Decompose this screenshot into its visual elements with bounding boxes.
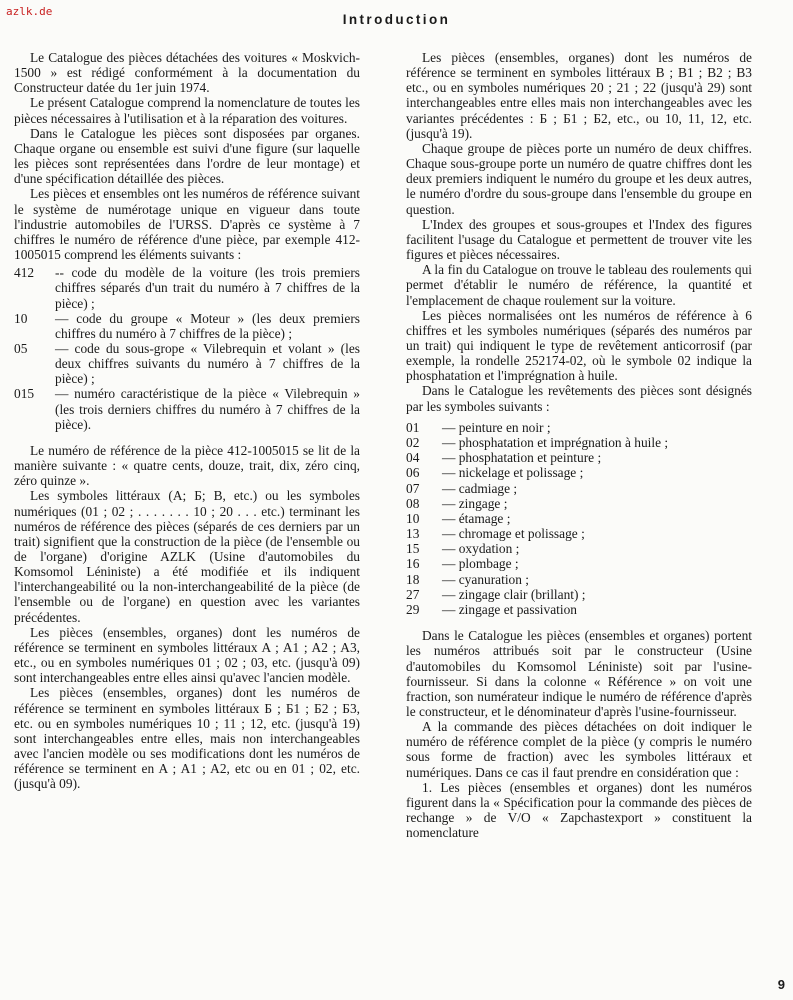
standard-parts-paragraph: Les pièces normalisées ont les numéros de référence à 6 chiffres et les symboles numériques (séparés des numéros par un trait) qui indiquent le type de revêtement anticorrosif (par exemple, la rondelle 252174-02, où le symbole 02 indique la phosphatation et l'imprégnation à huile. xyxy=(406,307,752,384)
symbol-code: 07 xyxy=(406,480,420,496)
symbol-row xyxy=(406,420,752,435)
symbol-row xyxy=(406,572,752,587)
definition-row xyxy=(14,265,360,310)
definition-code: 05 xyxy=(14,340,28,356)
intro-paragraph-1: Le Catalogue des pièces détachées des voitures « Moskvich-1500 » est rédigé conformément à la documentation du Constructeur datée du 1er juin 1974. xyxy=(14,50,360,96)
symbol-row xyxy=(406,556,752,571)
left-column xyxy=(14,50,360,792)
definition-row xyxy=(14,386,360,431)
symbol-row xyxy=(406,602,752,617)
symbol-text: — plombage ; xyxy=(442,556,519,572)
definition-text: — numéro caractéristique de la pièce « Vilebrequin » (les trois derniers chiffres du numéro à 7 chiffres de la pièce). xyxy=(55,386,360,432)
page-title: Introduction xyxy=(342,12,451,27)
symbol-row xyxy=(406,587,752,602)
reading-paragraph: Le numéro de référence de la pièce 412-1005015 se lit de la manière suivante : « quatre cents, douze, trait, dix, zéro cinq, zéro quinze ». xyxy=(14,442,360,489)
intro-paragraph-3: Dans le Catalogue les pièces sont disposées par organes. Chaque organe ou ensemble est suivi d'une figure (sur laquelle les pièces sont représentées dans l'ordre de leur montage) et d'une spécification détaillée des pièces. xyxy=(14,125,360,187)
definition-code: 10 xyxy=(14,310,28,326)
symbol-code: 15 xyxy=(406,541,420,557)
symbol-code: 10 xyxy=(406,510,420,526)
symbol-row xyxy=(406,435,752,450)
right-column xyxy=(406,50,752,840)
symbol-text: — phosphatation et imprégnation à huile ; xyxy=(442,434,669,450)
symbol-code: 06 xyxy=(406,465,420,481)
groups-paragraph: Chaque groupe de pièces porte un numéro de deux chiffres. Chaque sous-groupe porte un numéro de quatre chiffres dont les deux premiers indiquent le numéro du groupe et les deux autres, le numéro d'ordre du sous-groupe dans l'ensemble du groupe en question. xyxy=(406,140,752,217)
symbol-code: 29 xyxy=(406,602,420,617)
symbol-text: — zingage et passivation xyxy=(442,602,577,617)
definition-row xyxy=(14,311,360,341)
symbol-text: — oxydation ; xyxy=(442,541,520,557)
page-number: 9 xyxy=(777,977,785,992)
symbol-row xyxy=(406,526,752,541)
symbol-text: — nickelage et polissage ; xyxy=(442,465,584,481)
symbol-code: 16 xyxy=(406,556,420,572)
symbol-text: — peinture en noir ; xyxy=(442,419,551,435)
interchangeable-a-paragraph: Les pièces (ensembles, organes) dont les numéros de référence se terminent en symboles littéraux A ; A1 ; A2 ; A3, etc., ou en symboles numériques 01 ; 02 ; 03, etc. (jusqu'à 09) sont interchangeables entre elles ainsi qu'avec l'ancien modèle. xyxy=(14,624,360,686)
intro-paragraph-2: Le présent Catalogue comprend la nomenclature de toutes les pièces nécessaires à l'utilisation et à la réparation des voitures. xyxy=(14,95,360,126)
index-paragraph: L'Index des groupes et sous-groupes et l'Index des figures facilitent l'usage du Catalogue et permettent de trouver vite les figures et pièces nécessaires. xyxy=(406,216,752,263)
coating-symbols-list xyxy=(406,420,752,617)
coatings-intro-paragraph: Dans le Catalogue les revêtements des pièces sont désignés par les symboles suivants : xyxy=(406,383,752,414)
symbol-text: — zingage clair (brillant) ; xyxy=(442,586,586,602)
symbol-text: — zingage ; xyxy=(442,495,508,511)
specification-paragraph: 1. Les pièces (ensembles et organes) dont les numéros figurent dans la « Spécification pour la commande des pièces de rechange » de V/O « Zapchastexport » constituent la nomenclature xyxy=(406,779,752,841)
symbol-text: — cadmiage ; xyxy=(442,480,518,496)
symbol-code: 27 xyxy=(406,586,420,602)
symbol-code: 02 xyxy=(406,434,420,450)
intro-paragraph-4: Les pièces et ensembles ont les numéros de référence suivant le système de numérotage unique en vigueur dans toute l'industrie automobiles de l'URSS. D'après ce système à 7 chiffres le numéro de référence d'une pièce, par exemple 412-1005015 comprend les éléments suivants : xyxy=(14,186,360,263)
supplier-numbers-paragraph: Dans le Catalogue les pièces (ensembles et organes) portent les numéros attribués soit par le constructeur (Usine d'automobiles du Komsomol Léniniste) soit par l'usine-fournisseur. Si dans la colonne « Référence » on voit une fraction, son numérateur indique le numéro de référence d'après le constructeur, et le dénominateur d'après l'usine-fournisseur. xyxy=(406,628,752,719)
symbol-row xyxy=(406,541,752,556)
bearings-paragraph: A la fin du Catalogue on trouve le tableau des roulements qui permet d'établir le numéro de référence, la quantité et l'emplacement de chaque roulement sur la voiture. xyxy=(406,262,752,308)
definition-code: 015 xyxy=(14,386,35,402)
symbol-text: — cyanuration ; xyxy=(442,571,530,587)
symbol-row xyxy=(406,511,752,526)
symbol-text: — chromage et polissage ; xyxy=(442,526,585,542)
symbol-code: 01 xyxy=(406,419,420,435)
symbols-paragraph: Les symboles littéraux (A; Б; B, etc.) ou les symboles numériques (01 ; 02 ; . . . . . . . 10 ; 20 . . . etc.) terminant les numéros de référence des pièces (séparés de ces derniers par un trait) signifient que la construction de la pièce (de l'ensemble ou de l'organe) d'origine AZLK (Usine d'automobiles du Komsomol Léniniste) a été modifiée et ils indiquent l'interchangeabilité ou la non-interchangeabilité de la pièce (de l'ensemble ou de l'organe) en question avec les variantes précédentes. xyxy=(14,488,360,625)
definition-text: — code du groupe « Moteur » (les deux premiers chiffres du numéro à 7 chiffres de la pièce) ; xyxy=(55,310,360,341)
symbol-code: 04 xyxy=(406,450,420,466)
symbol-code: 18 xyxy=(406,571,420,587)
definition-text: — code du sous-grope « Vilebrequin et volant » (les deux chiffres suivants du numéro à 7 chiffres de la pièce) ; xyxy=(55,340,360,387)
symbol-text: — étamage ; xyxy=(442,510,511,526)
symbol-row xyxy=(406,496,752,511)
symbol-code: 13 xyxy=(406,526,420,542)
ordering-paragraph: A la commande des pièces détachées on doit indiquer le numéro de référence complet de la pièce (y compris le numéro sous forme de fraction) avec les symboles littéraux et numériques. Dans ce cas il faut prendre en considération que : xyxy=(406,719,752,780)
symbol-row xyxy=(406,465,752,480)
definition-code: 412 xyxy=(14,265,35,281)
symbol-code: 08 xyxy=(406,495,420,511)
definition-row xyxy=(14,341,360,386)
definition-text: -- code du modèle de la voiture (les trois premiers chiffres séparés d'un trait du numéro à 7 chiffres de la pièce) ; xyxy=(55,265,360,311)
symbol-row xyxy=(406,450,752,465)
symbol-row xyxy=(406,481,752,496)
interchangeable-b-paragraph: Les pièces (ensembles, organes) dont les numéros de référence se terminent en symboles littéraux Б ; Б1 ; Б2 ; Б3, etc. ou en symboles numériques 10 ; 11 ; 12, etc. (jusqu'à 19) sont interchangeables entre elles, mais non interchangeables avec l'ancien modèle ou ses modifications dont les numéros de référence se terminent en A ; A1 ; A2, etc ou en 01 ; 02, etc. (jusqu'à 09). xyxy=(14,685,360,792)
watermark-link[interactable]: azlk.de xyxy=(6,5,53,18)
interchangeable-v-paragraph: Les pièces (ensembles, organes) dont les numéros de référence se terminent en symboles littéraux B ; B1 ; B2 ; B3 etc., ou en symboles numériques 20 ; 21 ; 22 (jusqu'à 29) sont interchangeables entre elles mais non interchangeables avec les variantes précédentes : Б ; Б1 ; Б2, etc., ou 10, 11, 12, etc. (jusqu'à 19). xyxy=(406,50,752,141)
reference-number-breakdown xyxy=(14,265,360,432)
symbol-text: — phosphatation et peinture ; xyxy=(442,450,602,466)
